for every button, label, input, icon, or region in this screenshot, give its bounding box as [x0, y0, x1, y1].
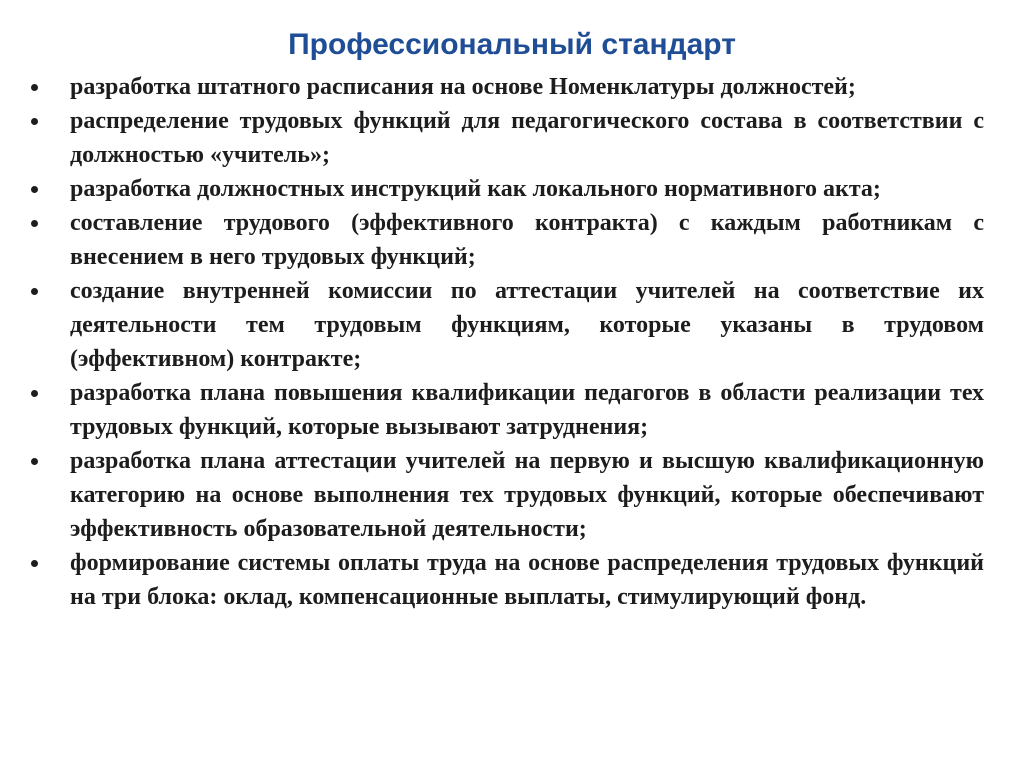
bullet-dot-icon [31, 458, 38, 465]
bullet-dot-icon [31, 288, 38, 295]
list-item [28, 274, 984, 376]
bullet-dot-icon [31, 186, 38, 193]
list-item-text: распределение трудовых функций для педагогического состава в соответствии с должностью «учитель»; [70, 108, 984, 168]
list-item [28, 172, 984, 206]
list-item [28, 376, 984, 444]
list-item-text: разработка должностных инструкций как локального нормативного акта; [70, 176, 881, 202]
bullet-list [28, 70, 984, 614]
list-item [28, 206, 984, 274]
bullet-dot-icon [31, 118, 38, 125]
list-item-text: составление трудового (эффективного контракта) с каждым работникам с внесением в него трудовых функций; [70, 210, 984, 270]
slide-title: Профессиональный стандарт [288, 28, 736, 61]
list-item [28, 104, 984, 172]
list-item-text: создание внутренней комиссии по аттестации учителей на соответствие их деятельности тем трудовым функциям, которые указаны в трудовом (эффективном) контракте; [70, 278, 984, 372]
bullet-dot-icon [31, 84, 38, 91]
list-item-text: формирование системы оплаты труда на основе распределения трудовых функций на три блока: оклад, компенсационные выплаты, стимулирующий фонд. [70, 550, 984, 610]
list-item-text: разработка штатного расписания на основе Номенклатуры должностей; [70, 74, 856, 100]
list-item [28, 70, 984, 104]
list-item-text: разработка плана аттестации учителей на первую и высшую квалификационную категорию на основе выполнения тех трудовых функций, которые обеспечивают эффективность образовательной деятельности; [70, 448, 984, 542]
bullet-dot-icon [31, 560, 38, 567]
bullet-dot-icon [31, 220, 38, 227]
list-item [28, 546, 984, 614]
list-item-text: разработка плана повышения квалификации педагогов в области реализации тех трудовых функций, которые вызывают затруднения; [70, 380, 984, 440]
bullet-dot-icon [31, 390, 38, 397]
list-item [28, 444, 984, 546]
